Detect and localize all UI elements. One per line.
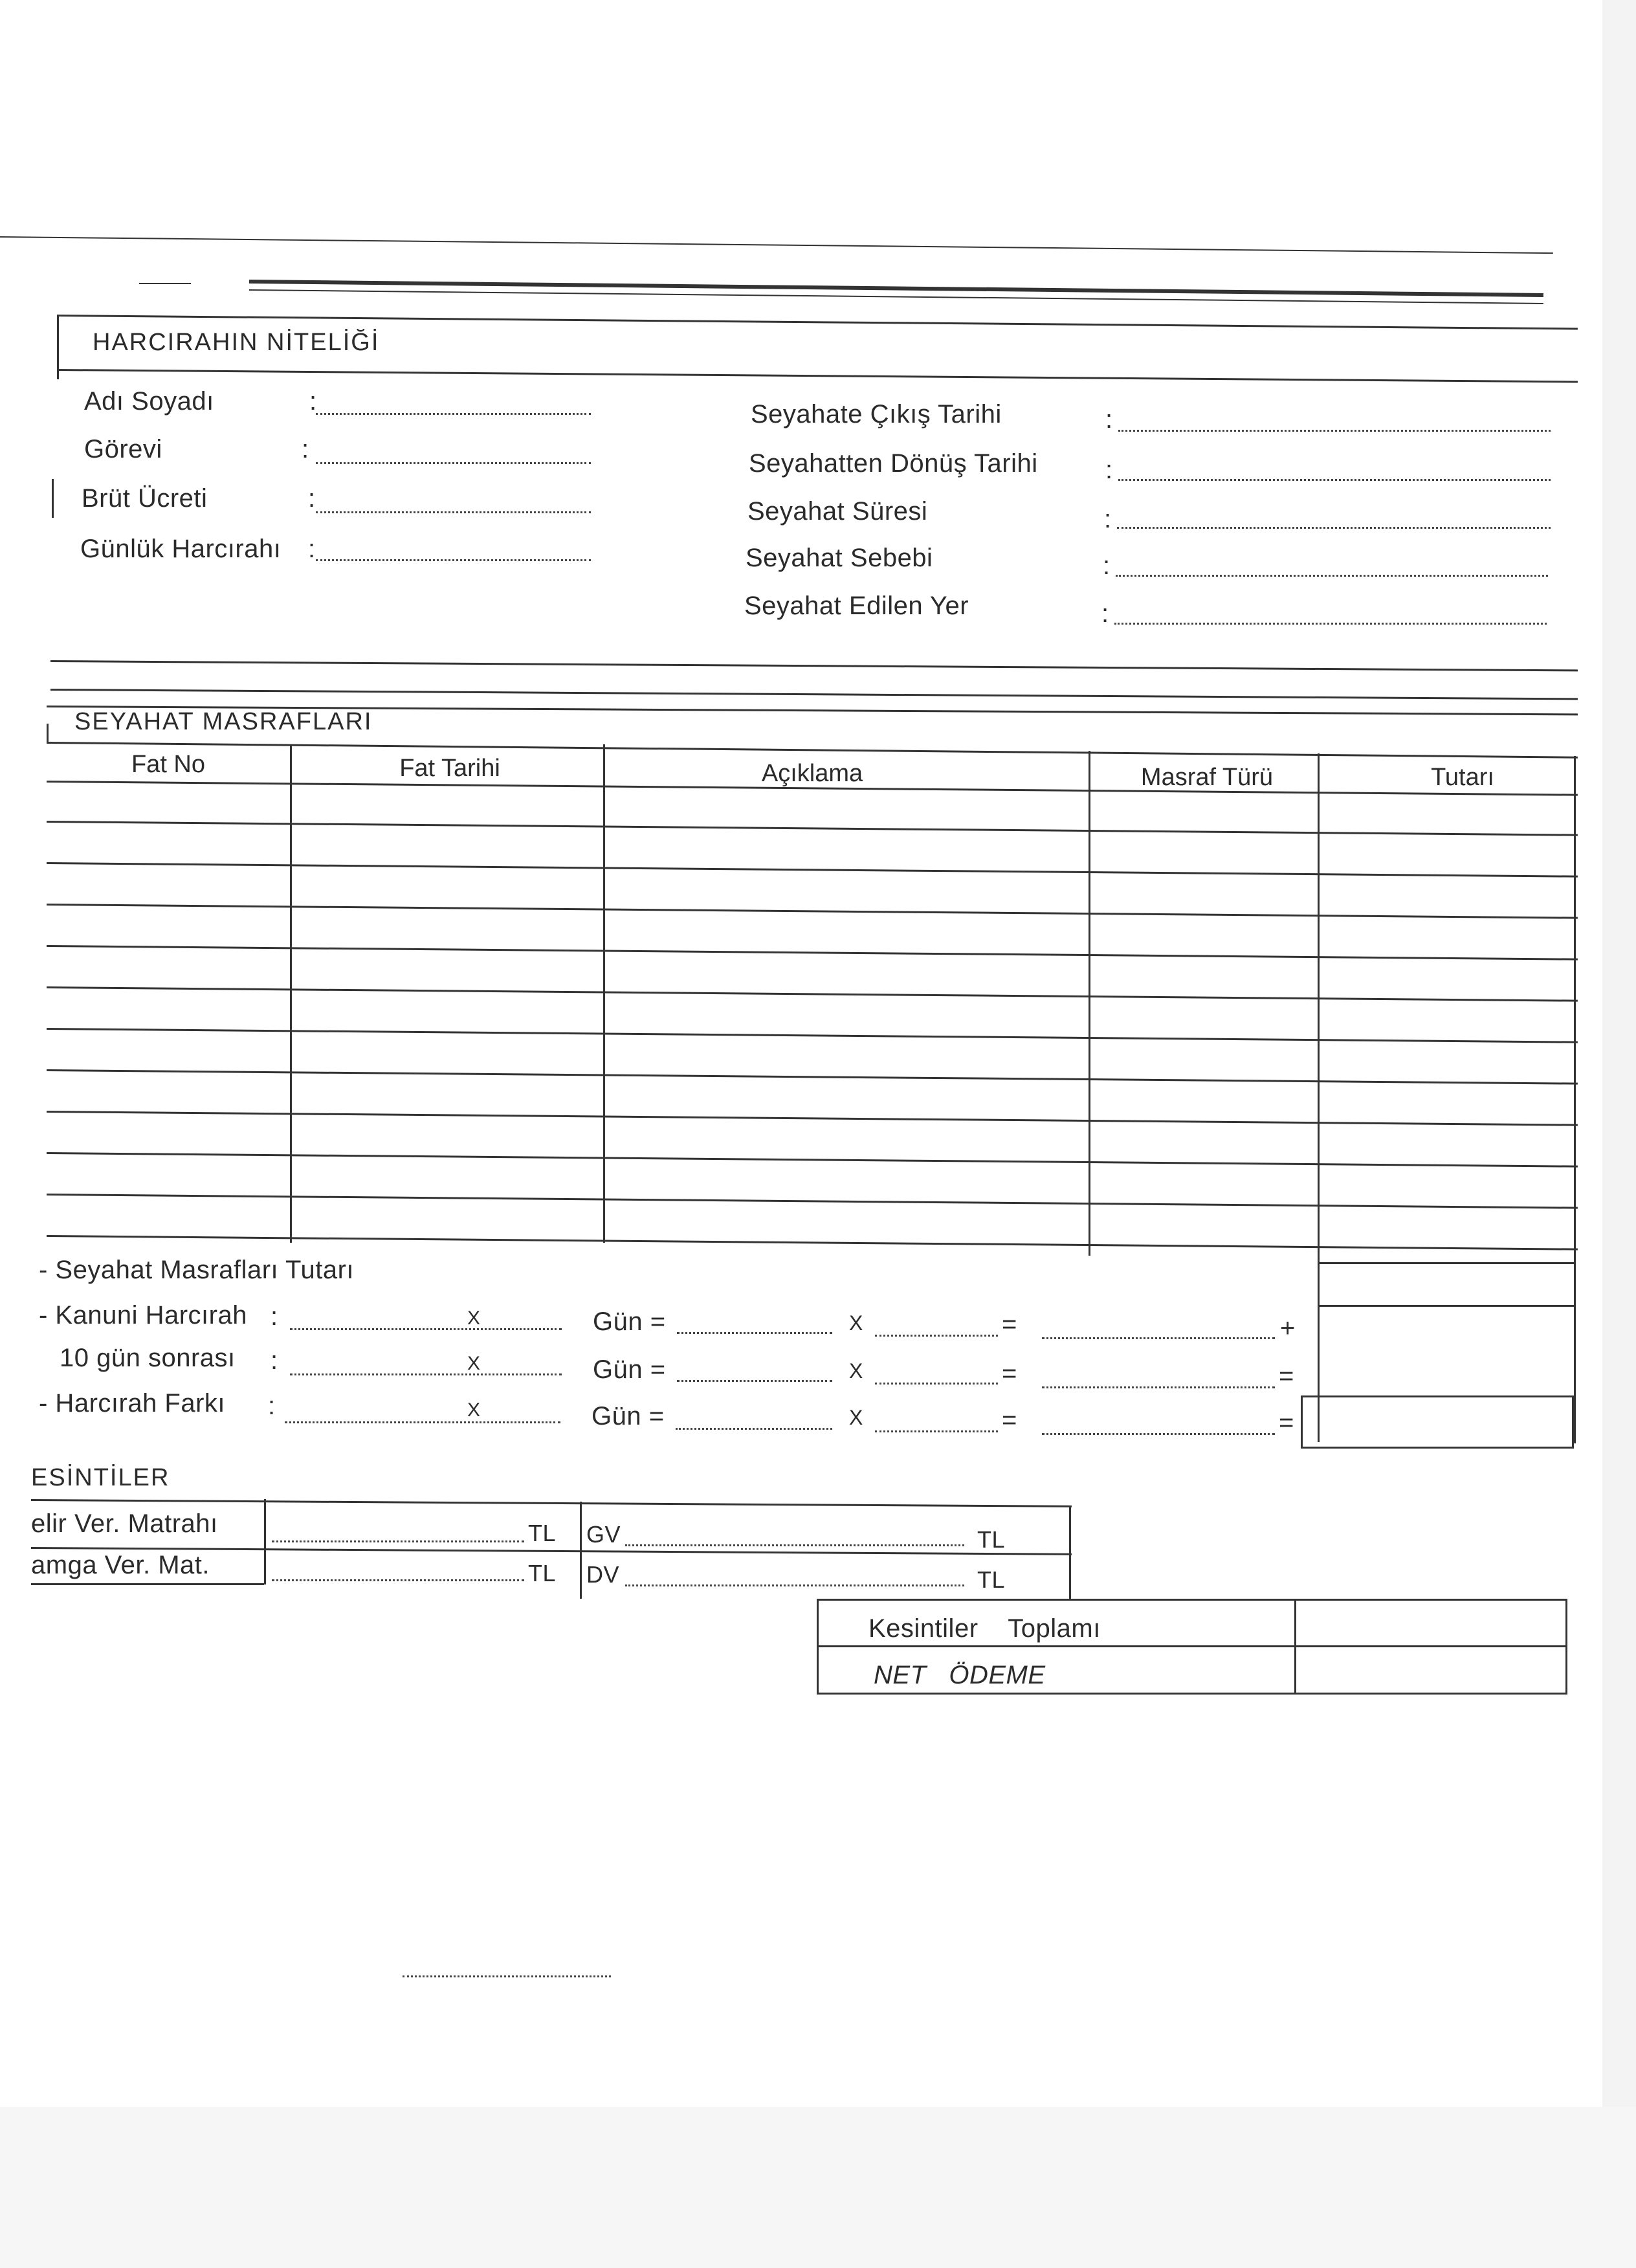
kesintiler-bottom-border [31, 1583, 264, 1585]
kesintiler-col-3 [1069, 1506, 1071, 1600]
net-odeme-value[interactable] [1296, 1647, 1562, 1689]
harcirah-left-border-2 [52, 479, 54, 518]
field-gv[interactable] [625, 1544, 964, 1546]
field-10gun-days[interactable] [290, 1373, 562, 1375]
label-adi-soyadi: Adı Soyadı [84, 387, 214, 416]
field-donus-tarihi[interactable] [1118, 479, 1551, 481]
calc-farki-x: X [467, 1399, 481, 1421]
label-gorevi: Görevi [84, 435, 162, 463]
field-kanuni-rate[interactable] [875, 1335, 998, 1337]
field-gunluk-harcirahi[interactable] [316, 559, 591, 561]
calc-10gun-eq2: = [1279, 1362, 1294, 1390]
colon-seyahat-sebebi: : [1103, 551, 1111, 580]
masraflar-title: SEYAHAT MASRAFLARI [74, 708, 373, 735]
calc-kanuni-gun: Gün = [593, 1307, 666, 1336]
label-seyahat-suresi: Seyahat Süresi [747, 497, 928, 526]
kesintiler-title: ESİNTİLER [31, 1464, 170, 1491]
field-kanuni-result[interactable] [1042, 1337, 1275, 1339]
calc-farki-colon: : [268, 1392, 276, 1420]
field-seyahat-sebebi[interactable] [1116, 575, 1548, 577]
field-adi-soyadi[interactable] [316, 413, 591, 415]
colon-gorevi: : [302, 435, 309, 463]
calc-total-line [1318, 1262, 1574, 1264]
field-kanuni-days[interactable] [290, 1328, 562, 1330]
scan-edge [1602, 0, 1636, 2268]
calc-farki-eq2: = [1279, 1408, 1294, 1437]
field-10gun-rate[interactable] [875, 1383, 998, 1384]
harcirah-title: HARCIRAHIN NİTELİĞİ [93, 329, 380, 356]
calc-kanuni-harcirah-label: - Kanuni Harcırah [39, 1301, 247, 1329]
kesinti-damga-tl: TL [528, 1560, 557, 1586]
calc-harcirah-farki-label: - Harcırah Farkı [39, 1389, 226, 1418]
field-brut-ucreti[interactable] [316, 511, 591, 513]
net-odeme-label: NET ÖDEME [874, 1661, 1046, 1689]
col-masraf-turu: Masraf Türü [1140, 764, 1274, 791]
calc-farki-gun: Gün = [591, 1402, 665, 1430]
calc-kanuni-plus: + [1280, 1314, 1296, 1342]
calc-seyahat-masraflari-label: - Seyahat Masrafları Tutarı [39, 1256, 355, 1284]
label-gunluk-harcirahi: Günlük Harcırahı [80, 535, 282, 563]
signature-line[interactable] [403, 1975, 611, 1977]
field-damga-matrahi[interactable] [272, 1579, 524, 1581]
field-seyahat-edilen-yer[interactable] [1114, 623, 1547, 625]
calc-10gun-x: X [467, 1353, 481, 1374]
col-fat-tarihi: Fat Tarihi [399, 755, 500, 782]
label-seyahat-edilen-yer: Seyahat Edilen Yer [744, 592, 969, 620]
colon-donus-tarihi: : [1105, 456, 1113, 484]
field-dv[interactable] [625, 1584, 964, 1586]
label-cikis-tarihi: Seyahate Çıkış Tarihi [751, 400, 1002, 428]
field-seyahat-suresi[interactable] [1117, 527, 1551, 529]
kesinti-dv-tl: TL [977, 1566, 1006, 1593]
kesinti-gelir-tl: TL [528, 1520, 557, 1546]
colon-seyahat-edilen-yer: : [1101, 599, 1109, 628]
col-fat-no: Fat No [131, 751, 206, 778]
masraflar-left-tick [47, 724, 49, 743]
field-10gun-result[interactable] [1042, 1386, 1275, 1388]
field-gorevi[interactable] [316, 462, 591, 464]
calc-kanuni-x: X [467, 1307, 481, 1329]
table-col-line [1089, 751, 1090, 1256]
col-aciklama: Açıklama [761, 760, 863, 787]
table-col-line [603, 744, 605, 1243]
colon-adi-soyadi: : [309, 387, 317, 416]
table-col-line [1574, 756, 1576, 1443]
kesintiler-toplami-value[interactable] [1296, 1601, 1562, 1643]
kesinti-damga-label: amga Ver. Mat. [31, 1551, 210, 1579]
kesinti-dv-label: DV [586, 1561, 620, 1588]
calc-kanuni-colon: : [271, 1302, 278, 1331]
kesinti-gelir-label: elir Ver. Matrahı [31, 1509, 218, 1538]
colon-seyahat-suresi: : [1104, 505, 1112, 533]
label-brut-ucreti: Brüt Ücreti [82, 484, 208, 513]
kesintiler-col-2 [580, 1502, 582, 1599]
colon-brut-ucreti: : [308, 484, 316, 513]
calc-farki-eq: = [1002, 1406, 1017, 1434]
field-kanuni-gun[interactable] [677, 1332, 832, 1334]
colon-cikis-tarihi: : [1105, 405, 1113, 434]
field-farki-gun[interactable] [676, 1428, 832, 1430]
table-col-line [290, 744, 292, 1243]
kesintiler-toplami-label: Kesintiler Toplamı [868, 1614, 1101, 1643]
calc-10gun-eq: = [1002, 1359, 1017, 1388]
calc-farki-mul: X [849, 1406, 863, 1429]
calc-10gun-colon: : [271, 1346, 278, 1375]
calc-10gun-gun: Gün = [593, 1355, 666, 1384]
col-tutari: Tutarı [1431, 764, 1494, 791]
field-cikis-tarihi[interactable] [1118, 430, 1551, 432]
scan-bottom-shade [0, 2107, 1636, 2268]
top-short-rule [139, 283, 191, 284]
kesinti-gv-label: GV [586, 1521, 621, 1548]
calc-total-line-2 [1318, 1305, 1574, 1307]
field-farki-rate[interactable] [875, 1430, 998, 1432]
calc-farki-result-box[interactable] [1301, 1395, 1574, 1449]
label-seyahat-sebebi: Seyahat Sebebi [746, 544, 933, 572]
table-col-line [1318, 753, 1320, 1442]
label-donus-tarihi: Seyahatten Dönüş Tarihi [749, 449, 1038, 478]
calc-10gun-mul: X [849, 1359, 863, 1383]
kesinti-gv-tl: TL [977, 1526, 1006, 1553]
kesintiler-col-1 [264, 1499, 266, 1584]
field-gelir-matrahi[interactable] [272, 1540, 524, 1542]
calc-kanuni-mul: X [849, 1311, 863, 1335]
calc-kanuni-eq: = [1002, 1310, 1017, 1339]
field-farki-days[interactable] [285, 1421, 560, 1423]
colon-gunluk-harcirahi: : [308, 535, 316, 563]
field-10gun-gun[interactable] [677, 1380, 832, 1382]
field-farki-result[interactable] [1042, 1433, 1275, 1435]
calc-10gun-label: 10 gün sonrası [60, 1344, 236, 1372]
